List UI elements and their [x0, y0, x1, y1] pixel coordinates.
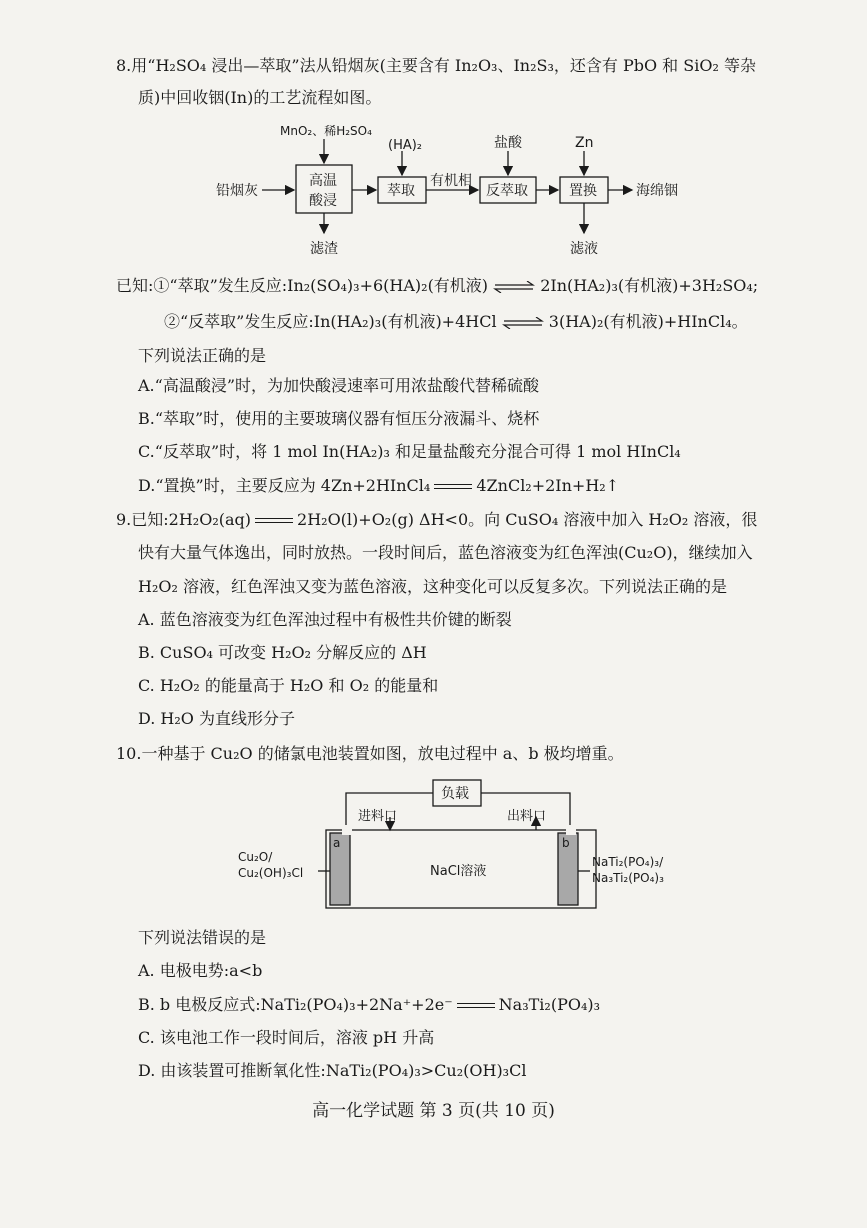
electrode-a-label: a: [333, 836, 341, 850]
q8-stem-line2: 质)中回收铟(In)的工艺流程如图。: [138, 88, 382, 107]
flow-box1-label1: 高温: [309, 173, 337, 189]
flow-reagent-zn: Zn: [575, 135, 594, 151]
q9-stem-line2: 快有大量气体逸出，同时放热。一段时间后，蓝色溶液变为红色浑浊(Cu₂O)，继续加入: [138, 543, 753, 562]
page-footer: 高一化学试题 第 3 页(共 10 页): [312, 1101, 555, 1121]
q9-option-c: C. H₂O₂ 的能量高于 H₂O 和 O₂ 的能量和: [138, 676, 439, 695]
q8-option-a: A.“高温酸浸”时，为加快酸浸速率可用浓盐酸代替稀硫酸: [138, 376, 540, 395]
flow-box2-label: 萃取: [387, 183, 415, 199]
flow-end: 海绵铟: [636, 183, 678, 199]
q10-question: 下列说法错误的是: [138, 928, 267, 947]
anode-material-2: Na₃Ti₂(PO₄)₃: [592, 871, 664, 885]
q8-option-b: B.“萃取”时，使用的主要玻璃仪器有恒压分液漏斗、烧杯: [138, 409, 540, 428]
reversible-arrow: [502, 317, 544, 329]
flow-arrow-label: 有机相: [430, 173, 472, 189]
q10-stem: 10.一种基于 Cu₂O 的储氯电池装置如图，放电过程中 a、b 极均增重。: [116, 744, 624, 763]
flow-reagent-mno2: MnO₂、稀H₂SO₄: [280, 124, 372, 138]
reversible-arrow: [493, 281, 535, 293]
flow-start: 铅烟灰: [216, 183, 258, 199]
q10-option-d: D. 由该装置可推断氧化性:NaTi₂(PO₄)₃>Cu₂(OH)₃Cl: [138, 1061, 527, 1080]
cathode-material-2: Cu₂(OH)₃Cl: [238, 866, 304, 880]
solution-label: NaCl溶液: [430, 864, 487, 879]
q8-question: 下列说法正确的是: [138, 346, 267, 365]
equals-sign: [251, 516, 297, 526]
q8-option-c: C.“反萃取”时，将 1 mol In(HA₂)₃ 和足量盐酸充分混合可得 1 mol HInCl₄: [138, 442, 681, 461]
q8-known-2: ②“反萃取”发生反应:In(HA₂)₃(有机液)+4HCl 3(HA)₂(有机液)+HInCl₄。: [164, 312, 748, 331]
flow-reagent-ha2: (HA)₂: [388, 138, 423, 153]
q10-battery-diagram: [230, 775, 690, 920]
q8-flowchart: [180, 115, 740, 265]
q9-option-a: A. 蓝色溶液变为红色浑浊过程中有极性共价键的断裂: [138, 610, 512, 629]
electrode-b-label: b: [562, 836, 570, 850]
load-label: 负载: [441, 786, 469, 802]
q9-option-d: D. H₂O 为直线形分子: [138, 709, 296, 728]
flow-out-residue: 滤渣: [310, 241, 338, 257]
inlet-label: 进料口: [358, 809, 398, 824]
anode-material-1: NaTi₂(PO₄)₃/: [592, 855, 664, 869]
cathode-material-1: Cu₂O/: [238, 850, 273, 864]
equals-sign: [430, 482, 476, 492]
flow-box3-label: 反萃取: [486, 183, 528, 199]
q10-option-a: A. 电极电势:a<b: [138, 961, 263, 980]
q8-known-1: 已知:①“萃取”发生反应:In₂(SO₄)₃+6(HA)₂(有机液) 2In(HA₂)₃(有机液)+3H₂SO₄;: [116, 276, 759, 295]
q8-stem-line1: 8.用“H₂SO₄ 浸出—萃取”法从铅烟灰(主要含有 In₂O₃、In₂S₃，还含有 PbO 和 SiO₂ 等杂: [116, 56, 756, 75]
q8-option-d: D.“置换”时，主要反应为 4Zn+2HInCl₄ 4ZnCl₂+2In+H₂↑: [138, 476, 620, 495]
flow-reagent-hcl: 盐酸: [494, 135, 522, 151]
flow-box4-label: 置换: [569, 183, 597, 199]
q10-option-c: C. 该电池工作一段时间后，溶液 pH 升高: [138, 1028, 435, 1047]
q9-stem-line1: 9.已知:2H₂O₂(aq) 2H₂O(l)+O₂(g) ΔH<0。向 CuSO₄ 溶液中加入 H₂O₂ 溶液，很: [116, 510, 758, 529]
q10-option-b: B. b 电极反应式:NaTi₂(PO₄)₃+2Na⁺+2e⁻ Na₃Ti₂(PO₄)₃: [138, 995, 601, 1014]
flow-out-filtrate: 滤液: [570, 241, 598, 257]
flow-box1-label2: 酸浸: [309, 193, 337, 209]
q9-stem-line3: H₂O₂ 溶液，红色浑浊又变为蓝色溶液，这种变化可以反复多次。下列说法正确的是: [138, 577, 727, 596]
q9-option-b: B. CuSO₄ 可改变 H₂O₂ 分解反应的 ΔH: [138, 643, 427, 662]
outlet-label: 出料口: [507, 809, 547, 824]
equals-sign: [453, 1001, 499, 1011]
